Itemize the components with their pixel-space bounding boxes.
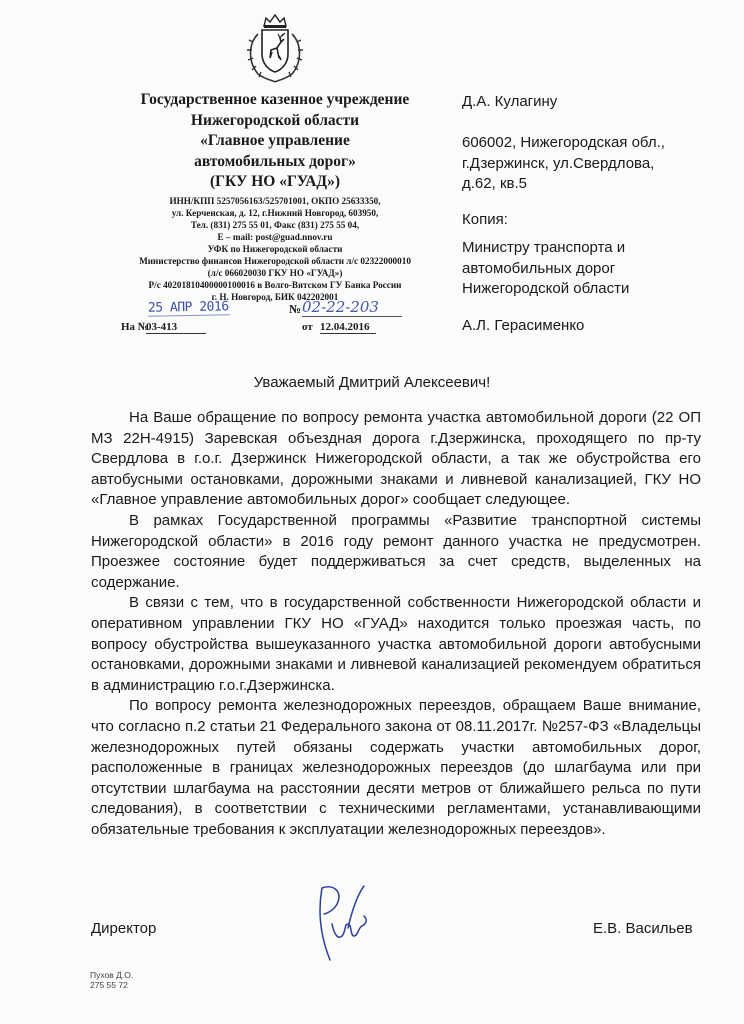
executor-info <box>90 970 133 990</box>
organization-details <box>105 195 445 304</box>
address-line: д.62, кв.5 <box>462 175 527 192</box>
signatory-name: Е.В. Васильев <box>593 920 693 937</box>
copy-line: автомобильных дорог <box>462 259 616 277</box>
letter-body <box>91 408 701 840</box>
org-line: «Главное управление <box>200 132 350 149</box>
copy-label: Копия: <box>462 211 508 228</box>
org-line: автомобильных дорог» <box>194 152 356 170</box>
in-reply-number: 03-413 <box>146 321 206 334</box>
body-paragraph: По вопросу ремонта железнодорожных переездов, обращаем Ваше внимание, что согласно п.2 статьи 21 Федерального закона от 08.11.2017г. №257-ФЗ «Владельцы железнодорожных путей обязаны содержать участки автомобильных дорог, расположенные в границах железнодорожных переездов (до шлагбаума или при отсутствии шлагбаума на расстоянии десяти метров от ближайшего рельса по пути следования), в соответствии с техническими регламентами, устанавливающими обязательные требования к эксплуатации железнодорожных переездов». <box>91 697 701 838</box>
details-line: (л/с 066020030 ГКУ НО «ГУАД») <box>207 268 343 279</box>
from-label: от <box>302 321 313 333</box>
body-paragraph: В связи с тем, что в государственной собственности Нижегородской области и оперативном управлении ГКУ НО «ГУАД» находится только проезжая часть, по вопросу обустройства вышеуказанного участка автомобильной дороги автобусными остановками, дорожными знаками и ливневой канализацией рекомендуем обратиться в администрацию г.о.г.Дзержинска. <box>91 594 701 694</box>
reg-number: 02-22-203 <box>302 298 402 317</box>
from-date: 12.04.2016 <box>320 321 376 334</box>
reg-number-label: № <box>289 302 302 316</box>
copy-recipient-name: А.Л. Герасименко <box>462 317 585 334</box>
copy-line: Нижегородской области <box>462 280 630 297</box>
org-line: (ГКУ НО «ГУАД») <box>210 173 340 190</box>
copy-line: Министру транспорта и <box>462 239 626 256</box>
address-line: 606002, Нижегородская обл., <box>462 134 665 151</box>
details-line: г. Н. Новгород, БИК 042202001 <box>211 292 339 303</box>
details-line: E – mail: post@guad.nnov.ru <box>217 231 333 242</box>
outgoing-date-stamp: 25 АПР 2016 <box>147 299 229 316</box>
details-line: Тел. (831) 275 55 01, Факс (831) 275 55 04, <box>190 219 360 230</box>
in-reply-label: На № <box>121 321 149 333</box>
executor-phone: 275 55 72 <box>90 980 128 990</box>
details-line: ИНН/КПП 5257056163/525701001, ОКПО 25633350, <box>169 195 381 206</box>
details-line: УФК по Нижегородской области <box>207 243 343 254</box>
nizhny-novgorod-coat-of-arms-icon <box>244 12 306 84</box>
copy-recipient <box>462 238 702 300</box>
org-line: Нижегородской области <box>190 111 360 129</box>
body-paragraph: В рамках Государственной программы «Развитие транспортной системы Нижегородской области» в 2016 году ремонт данного участка не предусмотрен. Проезжее состояние будет поддерживаться за счет средств, выделенных на содержание. <box>91 511 701 591</box>
signatory-title: Директор <box>91 920 157 937</box>
letterhead <box>105 90 445 303</box>
organization-name <box>105 90 445 193</box>
details-line: Р/с 40201810400000100016 в Волго-Вятском ГУ Банка России <box>148 280 402 291</box>
addressee-address <box>462 133 702 195</box>
address-line: г.Дзержинск, ул.Свердлова, <box>462 154 655 172</box>
details-line: Министерство финансов Нижегородской области л/с 02322000010 <box>139 255 411 266</box>
addressee-name: Д.А. Кулагину <box>462 93 558 110</box>
details-line: ул. Керченская, д. 12, г.Нижний Новгород, 603950, <box>171 207 379 218</box>
salutation: Уважаемый Дмитрий Алексеевич! <box>253 374 491 391</box>
executor-name: Пухов Д.О. <box>90 970 134 980</box>
body-paragraph: На Ваше обращение по вопросу ремонта участка автомобильной дороги (22 ОП МЗ 22Н-4915) Заревская объездная дорога г.Дзержинска, проходящего по пр-ту Свердлова в г.о.г. Дзержинск Нижегородской области, а так же обустройства его автобусными остановками, дорожными знаками и ливневой канализацией, ГКУ НО «Главное управление автомобильных дорог» сообщает следующее. <box>91 409 701 509</box>
handwritten-signature-icon <box>308 880 372 966</box>
org-line: Государственное казенное учреждение <box>140 91 410 108</box>
